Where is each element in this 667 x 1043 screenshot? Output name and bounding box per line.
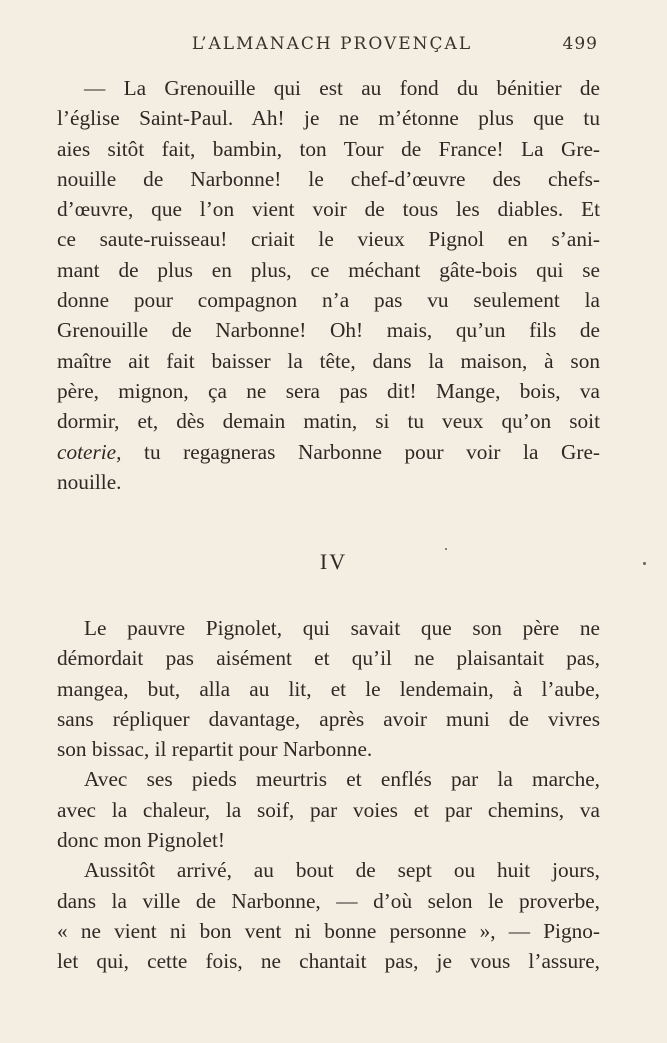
- text-line: nouille.: [57, 469, 122, 494]
- text-line: sans répliquer davantage, après avoir muni de vivres: [57, 706, 600, 731]
- text-line: Le pauvre Pignolet, qui savait que son père ne: [84, 616, 600, 640]
- text-line: nouille de Narbonne! le chef-d’œuvre des chefs-: [57, 166, 600, 191]
- running-head: [58, 34, 606, 58]
- text-line: d’œuvre, que l’on vient voir de tous les diables. Et: [57, 197, 600, 222]
- text-line: avec la chaleur, la soif, par voies et par chemins, va: [57, 797, 600, 822]
- text-line: démordait pas aisément et qu’il ne plaisantait pas,: [57, 646, 600, 671]
- body-text: [57, 613, 600, 977]
- text-line: [57, 437, 600, 467]
- ink-speck: [445, 548, 447, 550]
- section-heading: IV: [319, 549, 348, 574]
- text-line: ce saute-ruisseau! criait le vieux Pignol en s’ani-: [57, 227, 600, 252]
- text-line: dormir, et, dès demain matin, si tu veux qu’on soit: [57, 409, 600, 434]
- text-line: — La Grenouille qui est au fond du bénitier de: [84, 76, 600, 100]
- text-line: dans la ville de Narbonne, — d’où selon le proverbe,: [57, 888, 600, 913]
- text-line: mangea, but, alla au lit, et le lendemain, à l’aube,: [57, 676, 600, 701]
- text-line: Grenouille de Narbonne! Oh! mais, qu’un fils de: [57, 318, 600, 343]
- paragraph-dialogue: [57, 73, 600, 497]
- text-line: Avec ses pieds meurtris et enflés par la marche,: [84, 767, 600, 792]
- text-line: maître ait fait baisser la tête, dans la maison, à son: [57, 348, 600, 373]
- text-line: père, mignon, ça ne sera pas dit! Mange, bois, va: [57, 378, 600, 403]
- text-line: mant de plus en plus, ce méchant gâte-bois qui se: [57, 257, 600, 282]
- text-line: donc mon Pignolet!: [57, 828, 225, 853]
- text-line: donne pour compagnon n’a pas vu seulement la: [57, 288, 600, 313]
- page-number: 499: [562, 34, 598, 54]
- text-line: l’église Saint-Paul. Ah! je ne m’étonne plus que tu: [57, 106, 600, 131]
- text-line: aies sitôt fait, bambin, ton Tour de France! La Gre-: [57, 136, 600, 161]
- running-title: L’ALMANACH PROVENÇAL: [191, 34, 473, 54]
- text-line: Aussitôt arrivé, au bout de sept ou huit jours,: [84, 858, 600, 883]
- ink-speck: [643, 562, 646, 565]
- italic-word: coterie,: [57, 439, 122, 464]
- text-line: « ne vient ni bon vent ni bonne personne », — Pigno-: [57, 918, 600, 943]
- text-line: let qui, cette fois, ne chantait pas, je vous l’assure,: [57, 949, 600, 974]
- text-fragment: tu regagneras Narbonne pour voir la Gre-: [121, 439, 600, 464]
- text-line: son bissac, il repartit pour Narbonne.: [57, 737, 373, 762]
